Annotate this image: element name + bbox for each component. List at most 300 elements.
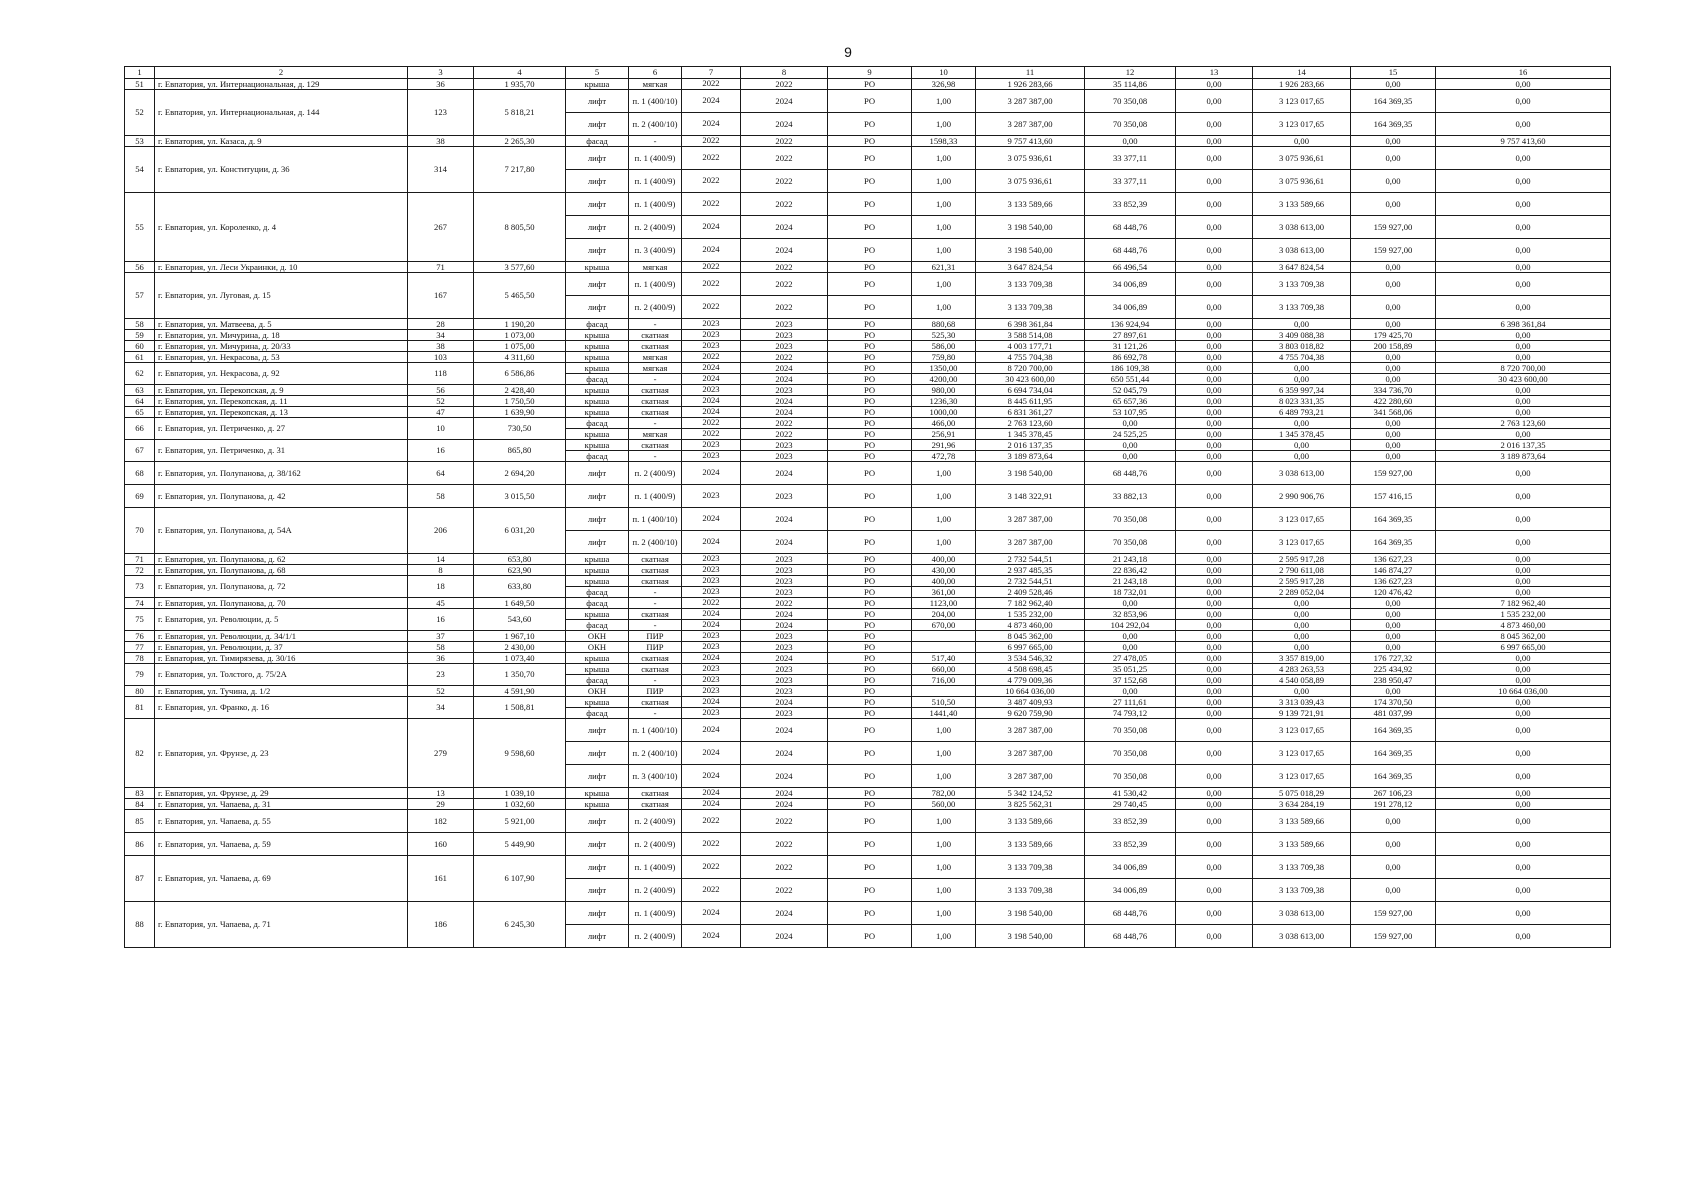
column-13-cell: 0,00 [1176, 216, 1253, 239]
column-12-cell: 34 006,89 [1085, 879, 1176, 902]
column-5-cell: лифт [566, 216, 629, 239]
column-7-cell: 2024 [682, 765, 741, 788]
column-4-cell: 1 073,00 [474, 330, 566, 341]
column-14-cell: 0,00 [1253, 136, 1351, 147]
column-16-cell: 0,00 [1436, 531, 1611, 554]
column-13-cell: 0,00 [1176, 296, 1253, 319]
column-10-cell: 1,00 [912, 833, 976, 856]
column-8-cell: 2023 [741, 664, 828, 675]
column-15-cell: 200 158,89 [1351, 341, 1436, 352]
row-number-cell: 62 [125, 363, 155, 385]
column-8-cell: 2023 [741, 686, 828, 697]
column-7-cell: 2024 [682, 925, 741, 948]
column-5-cell: крыша [566, 407, 629, 418]
column-5-cell: лифт [566, 833, 629, 856]
column-7-cell: 2022 [682, 352, 741, 363]
column-8-cell: 2023 [741, 451, 828, 462]
column-16-cell: 0,00 [1436, 352, 1611, 363]
column-12-cell: 32 853,96 [1085, 609, 1176, 620]
column-14-cell: 2 990 906,76 [1253, 485, 1351, 508]
column-12-cell: 52 045,79 [1085, 385, 1176, 396]
address-cell: г. Евпатория, ул. Чапаева, д. 55 [155, 810, 408, 833]
column-5-cell: лифт [566, 147, 629, 170]
column-8-cell: 2024 [741, 531, 828, 554]
column-8-cell: 2024 [741, 620, 828, 631]
table-row [125, 653, 1611, 664]
column-10-cell: 291,96 [912, 440, 976, 451]
column-12-cell: 27 897,61 [1085, 330, 1176, 341]
column-4-cell: 1 039,10 [474, 788, 566, 799]
column-8-cell: 2024 [741, 653, 828, 664]
column-15-cell: 179 425,70 [1351, 330, 1436, 341]
row-number-cell: 85 [125, 810, 155, 833]
column-12-cell: 74 793,12 [1085, 708, 1176, 719]
column-3-cell: 58 [408, 485, 474, 508]
column-14-cell: 9 139 721,91 [1253, 708, 1351, 719]
column-6-cell: скатная [629, 396, 682, 407]
column-5-cell: крыша [566, 565, 629, 576]
column-10-cell: 1,00 [912, 925, 976, 948]
column-5-cell: крыша [566, 664, 629, 675]
column-13-cell: 0,00 [1176, 319, 1253, 330]
column-8-cell: 2022 [741, 136, 828, 147]
column-7-cell: 2022 [682, 418, 741, 429]
column-16-cell: 0,00 [1436, 273, 1611, 296]
column-12-cell: 34 006,89 [1085, 273, 1176, 296]
column-4-cell: 1 190,20 [474, 319, 566, 330]
address-cell: г. Евпатория, ул. Перекопская, д. 11 [155, 396, 408, 407]
column-8-cell: 2024 [741, 374, 828, 385]
column-5-cell: ОКН [566, 631, 629, 642]
column-4-cell: 3 577,60 [474, 262, 566, 273]
column-7-cell: 2023 [682, 341, 741, 352]
column-6-cell: мягкая [629, 79, 682, 90]
column-3-cell: 34 [408, 330, 474, 341]
column-4-cell: 5 818,21 [474, 90, 566, 136]
column-6-cell: п. 2 (400/9) [629, 833, 682, 856]
column-number-1: 1 [125, 67, 155, 79]
address-cell: г. Евпатория, ул. Тимирязева, д. 30/16 [155, 653, 408, 664]
column-6-cell: - [629, 620, 682, 631]
column-7-cell: 2023 [682, 708, 741, 719]
column-12-cell: 86 692,78 [1085, 352, 1176, 363]
column-14-cell: 3 075 936,61 [1253, 170, 1351, 193]
column-6-cell: п. 3 (400/9) [629, 239, 682, 262]
column-7-cell: 2024 [682, 462, 741, 485]
column-15-cell: 0,00 [1351, 609, 1436, 620]
column-11-cell: 8 445 611,95 [976, 396, 1085, 407]
column-15-cell: 0,00 [1351, 418, 1436, 429]
column-3-cell: 38 [408, 136, 474, 147]
row-number-cell: 54 [125, 147, 155, 193]
column-11-cell: 9 757 413,60 [976, 136, 1085, 147]
column-16-cell: 0,00 [1436, 407, 1611, 418]
column-9-cell: РО [828, 902, 912, 925]
column-10-cell: 1,00 [912, 170, 976, 193]
column-16-cell: 0,00 [1436, 697, 1611, 708]
column-12-cell: 31 121,26 [1085, 341, 1176, 352]
column-8-cell: 2022 [741, 352, 828, 363]
column-11-cell: 3 588 514,08 [976, 330, 1085, 341]
column-9-cell: РО [828, 239, 912, 262]
row-number-cell: 58 [125, 319, 155, 330]
column-9-cell: РО [828, 330, 912, 341]
column-12-cell: 136 924,94 [1085, 319, 1176, 330]
column-15-cell: 136 627,23 [1351, 554, 1436, 565]
column-3-cell: 71 [408, 262, 474, 273]
column-13-cell: 0,00 [1176, 708, 1253, 719]
row-number-cell: 79 [125, 664, 155, 686]
column-16-cell: 10 664 036,00 [1436, 686, 1611, 697]
column-13-cell: 0,00 [1176, 79, 1253, 90]
table-row [125, 642, 1611, 653]
column-12-cell: 33 852,39 [1085, 193, 1176, 216]
column-4-cell: 2 694,20 [474, 462, 566, 485]
column-4-cell: 9 598,60 [474, 719, 566, 788]
column-number-11: 11 [976, 67, 1085, 79]
column-15-cell: 164 369,35 [1351, 531, 1436, 554]
column-7-cell: 2024 [682, 620, 741, 631]
column-7-cell: 2024 [682, 799, 741, 810]
row-number-cell: 72 [125, 565, 155, 576]
column-10-cell: 400,00 [912, 554, 976, 565]
column-7-cell: 2023 [682, 587, 741, 598]
row-number-cell: 86 [125, 833, 155, 856]
column-13-cell: 0,00 [1176, 352, 1253, 363]
column-6-cell: ПИР [629, 631, 682, 642]
column-12-cell: 0,00 [1085, 418, 1176, 429]
column-16-cell: 0,00 [1436, 788, 1611, 799]
column-16-cell: 30 423 600,00 [1436, 374, 1611, 385]
column-11-cell: 3 487 409,93 [976, 697, 1085, 708]
column-10-cell: 525,30 [912, 330, 976, 341]
row-number-cell: 56 [125, 262, 155, 273]
column-8-cell: 2023 [741, 565, 828, 576]
column-16-cell: 0,00 [1436, 675, 1611, 686]
column-14-cell: 0,00 [1253, 418, 1351, 429]
column-12-cell: 70 350,08 [1085, 765, 1176, 788]
column-5-cell: лифт [566, 239, 629, 262]
column-6-cell: ПИР [629, 686, 682, 697]
column-9-cell: РО [828, 554, 912, 565]
column-3-cell: 29 [408, 799, 474, 810]
column-13-cell: 0,00 [1176, 697, 1253, 708]
row-number-cell: 55 [125, 193, 155, 262]
column-7-cell: 2024 [682, 902, 741, 925]
column-15-cell: 0,00 [1351, 620, 1436, 631]
column-9-cell: РО [828, 407, 912, 418]
column-14-cell: 0,00 [1253, 642, 1351, 653]
column-4-cell: 1 967,10 [474, 631, 566, 642]
table-row [125, 193, 1611, 216]
column-7-cell: 2023 [682, 675, 741, 686]
column-7-cell: 2023 [682, 330, 741, 341]
column-10-cell: 1,00 [912, 239, 976, 262]
column-12-cell: 68 448,76 [1085, 216, 1176, 239]
column-7-cell: 2024 [682, 90, 741, 113]
column-7-cell: 2023 [682, 451, 741, 462]
table-row [125, 856, 1611, 879]
row-number-cell: 67 [125, 440, 155, 462]
column-8-cell: 2022 [741, 79, 828, 90]
column-9-cell: РО [828, 440, 912, 451]
column-15-cell: 267 106,23 [1351, 788, 1436, 799]
column-16-cell: 0,00 [1436, 664, 1611, 675]
column-16-cell: 4 873 460,00 [1436, 620, 1611, 631]
table-row [125, 788, 1611, 799]
table-row [125, 462, 1611, 485]
column-14-cell: 6 489 793,21 [1253, 407, 1351, 418]
column-16-cell: 0,00 [1436, 587, 1611, 598]
column-number-8: 8 [741, 67, 828, 79]
column-8-cell: 2022 [741, 598, 828, 609]
column-12-cell: 18 732,01 [1085, 587, 1176, 598]
column-7-cell: 2022 [682, 262, 741, 273]
row-number-cell: 77 [125, 642, 155, 653]
column-12-cell: 0,00 [1085, 686, 1176, 697]
column-9-cell: РО [828, 170, 912, 193]
column-6-cell: мягкая [629, 429, 682, 440]
table-row [125, 418, 1611, 429]
column-16-cell: 0,00 [1436, 799, 1611, 810]
column-6-cell: скатная [629, 788, 682, 799]
column-4-cell: 6 245,30 [474, 902, 566, 948]
column-15-cell: 0,00 [1351, 631, 1436, 642]
column-8-cell: 2023 [741, 642, 828, 653]
address-cell: г. Евпатория, ул. Интернациональная, д. 144 [155, 90, 408, 136]
column-4-cell: 730,50 [474, 418, 566, 440]
table-body [125, 79, 1611, 948]
column-11-cell: 8 720 700,00 [976, 363, 1085, 374]
column-7-cell: 2023 [682, 319, 741, 330]
column-10-cell: 1,00 [912, 856, 976, 879]
column-7-cell: 2023 [682, 565, 741, 576]
column-4-cell: 1 073,40 [474, 653, 566, 664]
column-6-cell: - [629, 587, 682, 598]
column-15-cell: 176 727,32 [1351, 653, 1436, 664]
column-9-cell: РО [828, 90, 912, 113]
column-9-cell: РО [828, 385, 912, 396]
column-11-cell: 3 287 387,00 [976, 719, 1085, 742]
column-9-cell: РО [828, 113, 912, 136]
column-6-cell: п. 2 (400/9) [629, 810, 682, 833]
column-number-4: 4 [474, 67, 566, 79]
column-5-cell: крыша [566, 352, 629, 363]
table-row [125, 385, 1611, 396]
column-8-cell: 2024 [741, 113, 828, 136]
column-6-cell: мягкая [629, 363, 682, 374]
column-15-cell: 0,00 [1351, 440, 1436, 451]
table-row [125, 440, 1611, 451]
column-15-cell: 0,00 [1351, 810, 1436, 833]
column-16-cell: 0,00 [1436, 554, 1611, 565]
column-3-cell: 267 [408, 193, 474, 262]
column-4-cell: 5 465,50 [474, 273, 566, 319]
column-13-cell: 0,00 [1176, 631, 1253, 642]
column-3-cell: 28 [408, 319, 474, 330]
column-11-cell: 3 198 540,00 [976, 239, 1085, 262]
address-cell: г. Евпатория, ул. Петриченко, д. 27 [155, 418, 408, 440]
row-number-cell: 63 [125, 385, 155, 396]
column-7-cell: 2023 [682, 664, 741, 675]
column-7-cell: 2022 [682, 879, 741, 902]
column-7-cell: 2024 [682, 508, 741, 531]
column-number-5: 5 [566, 67, 629, 79]
column-11-cell: 3 075 936,61 [976, 147, 1085, 170]
column-7-cell: 2024 [682, 363, 741, 374]
column-8-cell: 2024 [741, 396, 828, 407]
column-8-cell: 2023 [741, 330, 828, 341]
column-16-cell: 3 189 873,64 [1436, 451, 1611, 462]
column-11-cell: 3 189 873,64 [976, 451, 1085, 462]
column-16-cell: 6 398 361,84 [1436, 319, 1611, 330]
column-13-cell: 0,00 [1176, 576, 1253, 587]
column-7-cell: 2023 [682, 385, 741, 396]
address-cell: г. Евпатория, ул. Полупанова, д. 42 [155, 485, 408, 508]
column-9-cell: РО [828, 576, 912, 587]
column-number-6: 6 [629, 67, 682, 79]
column-11-cell: 2 937 485,35 [976, 565, 1085, 576]
column-8-cell: 2022 [741, 296, 828, 319]
column-11-cell: 2 016 137,35 [976, 440, 1085, 451]
column-8-cell: 2024 [741, 719, 828, 742]
column-13-cell: 0,00 [1176, 113, 1253, 136]
column-12-cell: 70 350,08 [1085, 719, 1176, 742]
column-16-cell: 0,00 [1436, 856, 1611, 879]
column-14-cell: 3 133 589,66 [1253, 193, 1351, 216]
column-6-cell: скатная [629, 407, 682, 418]
column-14-cell: 3 075 936,61 [1253, 147, 1351, 170]
column-9-cell: РО [828, 193, 912, 216]
column-16-cell: 0,00 [1436, 462, 1611, 485]
column-9-cell: РО [828, 697, 912, 708]
column-3-cell: 36 [408, 653, 474, 664]
column-12-cell: 70 350,08 [1085, 113, 1176, 136]
column-7-cell: 2024 [682, 653, 741, 664]
table-row [125, 576, 1611, 587]
column-7-cell: 2022 [682, 598, 741, 609]
column-16-cell: 0,00 [1436, 239, 1611, 262]
column-16-cell: 2 763 123,60 [1436, 418, 1611, 429]
column-12-cell: 70 350,08 [1085, 742, 1176, 765]
column-5-cell: крыша [566, 697, 629, 708]
column-11-cell: 3 287 387,00 [976, 742, 1085, 765]
column-7-cell: 2022 [682, 810, 741, 833]
column-13-cell: 0,00 [1176, 598, 1253, 609]
column-16-cell: 0,00 [1436, 147, 1611, 170]
column-14-cell: 3 038 613,00 [1253, 902, 1351, 925]
column-15-cell: 0,00 [1351, 147, 1436, 170]
table-row [125, 147, 1611, 170]
column-14-cell: 3 803 018,82 [1253, 341, 1351, 352]
column-5-cell: крыша [566, 799, 629, 810]
column-11-cell: 3 287 387,00 [976, 508, 1085, 531]
column-9-cell: РО [828, 642, 912, 653]
table-row [125, 262, 1611, 273]
column-5-cell: лифт [566, 879, 629, 902]
column-16-cell: 0,00 [1436, 902, 1611, 925]
column-3-cell: 103 [408, 352, 474, 363]
column-14-cell: 1 345 378,45 [1253, 429, 1351, 440]
column-12-cell: 22 836,42 [1085, 565, 1176, 576]
column-5-cell: лифт [566, 856, 629, 879]
column-5-cell: лифт [566, 193, 629, 216]
column-5-cell: лифт [566, 508, 629, 531]
column-3-cell: 38 [408, 341, 474, 352]
column-number-2: 2 [155, 67, 408, 79]
column-3-cell: 34 [408, 697, 474, 719]
column-10-cell: 1441,40 [912, 708, 976, 719]
column-6-cell: п. 3 (400/10) [629, 765, 682, 788]
column-15-cell: 0,00 [1351, 429, 1436, 440]
column-8-cell: 2022 [741, 273, 828, 296]
column-9-cell: РО [828, 788, 912, 799]
column-15-cell: 164 369,35 [1351, 742, 1436, 765]
column-4-cell: 1 935,70 [474, 79, 566, 90]
column-15-cell: 225 434,92 [1351, 664, 1436, 675]
column-11-cell: 1 345 378,45 [976, 429, 1085, 440]
column-15-cell: 164 369,35 [1351, 90, 1436, 113]
column-12-cell: 0,00 [1085, 598, 1176, 609]
column-8-cell: 2024 [741, 742, 828, 765]
column-13-cell: 0,00 [1176, 642, 1253, 653]
column-5-cell: лифт [566, 742, 629, 765]
column-6-cell: - [629, 418, 682, 429]
column-14-cell: 3 123 017,65 [1253, 90, 1351, 113]
column-7-cell: 2022 [682, 296, 741, 319]
address-cell: г. Евпатория, ул. Короленко, д. 4 [155, 193, 408, 262]
column-15-cell: 0,00 [1351, 170, 1436, 193]
column-3-cell: 52 [408, 396, 474, 407]
column-5-cell: фасад [566, 598, 629, 609]
column-14-cell: 3 123 017,65 [1253, 765, 1351, 788]
column-8-cell: 2024 [741, 697, 828, 708]
column-13-cell: 0,00 [1176, 170, 1253, 193]
column-3-cell: 314 [408, 147, 474, 193]
column-12-cell: 27 111,61 [1085, 697, 1176, 708]
column-3-cell: 56 [408, 385, 474, 396]
column-12-cell: 68 448,76 [1085, 925, 1176, 948]
row-number-cell: 73 [125, 576, 155, 598]
column-10-cell: 759,80 [912, 352, 976, 363]
column-9-cell: РО [828, 262, 912, 273]
column-12-cell: 68 448,76 [1085, 239, 1176, 262]
table-row [125, 396, 1611, 407]
column-11-cell: 6 694 734,04 [976, 385, 1085, 396]
column-15-cell: 0,00 [1351, 856, 1436, 879]
column-15-cell: 174 370,50 [1351, 697, 1436, 708]
row-number-cell: 66 [125, 418, 155, 440]
column-8-cell: 2024 [741, 90, 828, 113]
column-4-cell: 2 430,00 [474, 642, 566, 653]
column-12-cell: 70 350,08 [1085, 508, 1176, 531]
column-5-cell: фасад [566, 451, 629, 462]
column-11-cell: 3 133 709,38 [976, 296, 1085, 319]
column-9-cell: РО [828, 765, 912, 788]
column-3-cell: 160 [408, 833, 474, 856]
column-7-cell: 2024 [682, 374, 741, 385]
table-row [125, 631, 1611, 642]
column-14-cell: 3 123 017,65 [1253, 719, 1351, 742]
table-row [125, 902, 1611, 925]
column-4-cell: 6 031,20 [474, 508, 566, 554]
column-16-cell: 0,00 [1436, 485, 1611, 508]
column-10-cell: 1,00 [912, 902, 976, 925]
column-8-cell: 2022 [741, 429, 828, 440]
column-10-cell: 1,00 [912, 765, 976, 788]
column-6-cell: - [629, 675, 682, 686]
column-5-cell: лифт [566, 531, 629, 554]
